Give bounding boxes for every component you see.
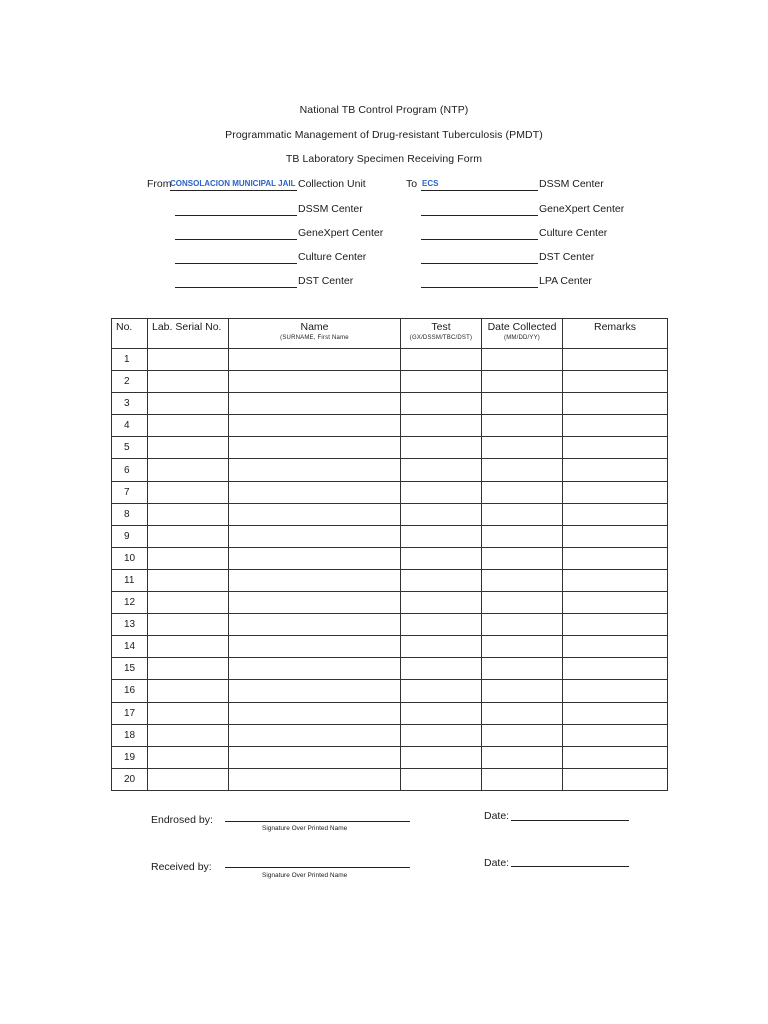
lab-serial-cell[interactable]	[148, 371, 229, 393]
date-collected-cell[interactable]	[482, 592, 563, 614]
lab-serial-cell[interactable]	[148, 592, 229, 614]
col-header-no: No.	[112, 319, 148, 349]
lab-serial-cell[interactable]	[148, 459, 229, 481]
specimen-table	[111, 318, 668, 791]
form-title: TB Laboratory Specimen Receiving Form	[285, 153, 483, 165]
right-underline-5[interactable]	[421, 287, 538, 288]
row-number: 10	[112, 547, 148, 569]
left-underline-5[interactable]	[175, 287, 297, 288]
right-underline-2[interactable]	[421, 215, 538, 216]
row-number: 5	[112, 437, 148, 459]
row-number: 9	[112, 525, 148, 547]
remarks-cell[interactable]	[563, 349, 668, 371]
remarks-cell[interactable]	[563, 724, 668, 746]
test-cell[interactable]	[401, 614, 482, 636]
remarks-cell[interactable]	[563, 658, 668, 680]
lab-serial-cell[interactable]	[148, 393, 229, 415]
remarks-cell[interactable]	[563, 371, 668, 393]
lab-serial-cell[interactable]	[148, 547, 229, 569]
row-number: 4	[112, 415, 148, 437]
lab-serial-cell[interactable]	[148, 569, 229, 591]
col-header-lab-serial: Lab. Serial No.	[148, 319, 229, 349]
remarks-cell[interactable]	[563, 569, 668, 591]
received-signature-line[interactable]	[225, 867, 410, 868]
received-by-label: Received by:	[151, 861, 212, 873]
test-cell[interactable]	[401, 481, 482, 503]
lab-serial-cell[interactable]	[148, 503, 229, 525]
col-header-name-sub: (SURNAME, First Name	[280, 335, 349, 341]
name-cell[interactable]	[229, 349, 401, 371]
lab-serial-cell[interactable]	[148, 658, 229, 680]
table-row	[112, 349, 668, 371]
right-underline-3[interactable]	[421, 239, 538, 240]
date-collected-cell[interactable]	[482, 459, 563, 481]
test-cell[interactable]	[401, 459, 482, 481]
remarks-cell[interactable]	[563, 393, 668, 415]
row-number: 13	[112, 614, 148, 636]
date-collected-cell[interactable]	[482, 525, 563, 547]
test-cell[interactable]	[401, 658, 482, 680]
date-collected-cell[interactable]	[482, 724, 563, 746]
name-cell[interactable]	[229, 547, 401, 569]
program-subtitle: Programmatic Management of Drug-resistant Tuberculosis (PMDT)	[225, 129, 543, 141]
name-cell[interactable]	[229, 415, 401, 437]
col-header-test-sub: (GX/DSSM/TBC/DST)	[409, 335, 473, 341]
table-row	[112, 702, 668, 724]
table-row	[112, 746, 668, 768]
table-row	[112, 768, 668, 790]
row-number: 19	[112, 746, 148, 768]
test-cell[interactable]	[401, 349, 482, 371]
from-label: From	[147, 178, 172, 190]
date-collected-cell[interactable]	[482, 702, 563, 724]
lab-serial-cell[interactable]	[148, 746, 229, 768]
row-number: 3	[112, 393, 148, 415]
lab-serial-cell[interactable]	[148, 680, 229, 702]
to-option-dst: DST Center	[539, 251, 595, 263]
left-underline-2[interactable]	[175, 215, 297, 216]
test-cell[interactable]	[401, 768, 482, 790]
row-number: 11	[112, 569, 148, 591]
name-cell[interactable]	[229, 393, 401, 415]
date-collected-cell[interactable]	[482, 481, 563, 503]
endorsed-signature-caption: Signature Over Printed Name	[262, 825, 348, 832]
table-row	[112, 503, 668, 525]
name-cell[interactable]	[229, 569, 401, 591]
name-cell[interactable]	[229, 658, 401, 680]
name-cell[interactable]	[229, 503, 401, 525]
table-row	[112, 636, 668, 658]
test-cell[interactable]	[401, 636, 482, 658]
date-collected-cell[interactable]	[482, 437, 563, 459]
endorsed-date-label: Date:	[484, 810, 510, 822]
test-cell[interactable]	[401, 680, 482, 702]
date-collected-cell[interactable]	[482, 680, 563, 702]
endorsed-date-line[interactable]	[511, 820, 629, 821]
name-cell[interactable]	[229, 371, 401, 393]
row-number: 17	[112, 702, 148, 724]
remarks-cell[interactable]	[563, 415, 668, 437]
remarks-cell[interactable]	[563, 746, 668, 768]
row-number: 8	[112, 503, 148, 525]
row-number: 12	[112, 592, 148, 614]
date-collected-cell[interactable]	[482, 547, 563, 569]
row-number: 14	[112, 636, 148, 658]
lab-serial-cell[interactable]	[148, 724, 229, 746]
received-date-line[interactable]	[511, 866, 629, 867]
test-cell[interactable]	[401, 547, 482, 569]
right-underline-4[interactable]	[421, 263, 538, 264]
date-collected-cell[interactable]	[482, 503, 563, 525]
received-signature-caption: Signature Over Printed Name	[262, 872, 348, 879]
lab-serial-cell[interactable]	[148, 768, 229, 790]
name-cell[interactable]	[229, 746, 401, 768]
remarks-cell[interactable]	[563, 592, 668, 614]
date-collected-cell[interactable]	[482, 349, 563, 371]
col-header-remarks: Remarks	[563, 319, 668, 349]
name-cell[interactable]	[229, 525, 401, 547]
date-collected-cell[interactable]	[482, 614, 563, 636]
left-underline-4[interactable]	[175, 263, 297, 264]
from-option-culture: Culture Center	[298, 251, 367, 263]
endorsed-by-label: Endrosed by:	[151, 814, 213, 826]
test-cell[interactable]	[401, 371, 482, 393]
name-cell[interactable]	[229, 680, 401, 702]
from-value[interactable]: CONSOLACION MUNICIPAL JAIL	[170, 179, 296, 188]
lab-serial-cell[interactable]	[148, 349, 229, 371]
test-cell[interactable]	[401, 569, 482, 591]
lab-serial-cell[interactable]	[148, 481, 229, 503]
table-row	[112, 481, 668, 503]
received-date-label: Date:	[484, 857, 510, 869]
to-value[interactable]: ECS	[422, 179, 439, 188]
row-number: 15	[112, 658, 148, 680]
date-collected-cell[interactable]	[482, 415, 563, 437]
table-header-row	[112, 319, 668, 349]
col-header-date-sub: (MM/DD/YY)	[504, 335, 540, 341]
table-row	[112, 415, 668, 437]
date-collected-cell[interactable]	[482, 636, 563, 658]
program-title: National TB Control Program (NTP)	[299, 104, 469, 116]
test-cell[interactable]	[401, 746, 482, 768]
lab-serial-cell[interactable]	[148, 437, 229, 459]
from-option-dst: DST Center	[298, 275, 354, 287]
test-cell[interactable]	[401, 592, 482, 614]
remarks-cell[interactable]	[563, 614, 668, 636]
test-cell[interactable]	[401, 525, 482, 547]
from-option-collection-unit: Collection Unit	[298, 178, 366, 190]
remarks-cell[interactable]	[563, 503, 668, 525]
remarks-cell[interactable]	[563, 547, 668, 569]
lab-serial-cell[interactable]	[148, 525, 229, 547]
remarks-cell[interactable]	[563, 525, 668, 547]
table-row	[112, 658, 668, 680]
lab-serial-cell[interactable]	[148, 702, 229, 724]
remarks-cell[interactable]	[563, 768, 668, 790]
name-cell[interactable]	[229, 636, 401, 658]
row-number: 18	[112, 724, 148, 746]
table-row	[112, 592, 668, 614]
test-cell[interactable]	[401, 393, 482, 415]
test-cell[interactable]	[401, 437, 482, 459]
test-cell[interactable]	[401, 702, 482, 724]
to-underline	[421, 190, 538, 191]
date-collected-cell[interactable]	[482, 768, 563, 790]
col-header-name: Name (SURNAME, First Name	[229, 319, 401, 349]
to-option-lpa: LPA Center	[539, 275, 592, 287]
row-number: 1	[112, 349, 148, 371]
from-underline	[170, 190, 297, 191]
lab-serial-cell[interactable]	[148, 415, 229, 437]
table-row	[112, 459, 668, 481]
date-collected-cell[interactable]	[482, 569, 563, 591]
date-collected-cell[interactable]	[482, 746, 563, 768]
from-option-dssm: DSSM Center	[298, 203, 363, 215]
name-cell[interactable]	[229, 702, 401, 724]
col-header-test: Test (GX/DSSM/TBC/DST)	[401, 319, 482, 349]
table-row	[112, 525, 668, 547]
remarks-cell[interactable]	[563, 459, 668, 481]
name-cell[interactable]	[229, 437, 401, 459]
to-option-dssm: DSSM Center	[539, 178, 604, 190]
date-collected-cell[interactable]	[482, 658, 563, 680]
test-cell[interactable]	[401, 724, 482, 746]
name-cell[interactable]	[229, 724, 401, 746]
remarks-cell[interactable]	[563, 636, 668, 658]
table-row	[112, 724, 668, 746]
lab-serial-cell[interactable]	[148, 636, 229, 658]
row-number: 7	[112, 481, 148, 503]
table-row	[112, 371, 668, 393]
remarks-cell[interactable]	[563, 437, 668, 459]
date-collected-cell[interactable]	[482, 371, 563, 393]
row-number: 2	[112, 371, 148, 393]
to-option-culture: Culture Center	[539, 227, 608, 239]
table-row	[112, 614, 668, 636]
name-cell[interactable]	[229, 592, 401, 614]
table-row	[112, 437, 668, 459]
row-number: 6	[112, 459, 148, 481]
remarks-cell[interactable]	[563, 702, 668, 724]
remarks-cell[interactable]	[563, 481, 668, 503]
date-collected-cell[interactable]	[482, 393, 563, 415]
name-cell[interactable]	[229, 614, 401, 636]
row-number: 16	[112, 680, 148, 702]
name-cell[interactable]	[229, 481, 401, 503]
table-row	[112, 680, 668, 702]
remarks-cell[interactable]	[563, 680, 668, 702]
left-underline-3[interactable]	[175, 239, 297, 240]
test-cell[interactable]	[401, 415, 482, 437]
table-row	[112, 569, 668, 591]
test-cell[interactable]	[401, 503, 482, 525]
table-row	[112, 393, 668, 415]
row-number: 20	[112, 768, 148, 790]
lab-serial-cell[interactable]	[148, 614, 229, 636]
from-option-genexpert: GeneXpert Center	[298, 227, 384, 239]
to-label: To	[406, 178, 418, 190]
name-cell[interactable]	[229, 459, 401, 481]
col-header-date-collected: Date Collected (MM/DD/YY)	[482, 319, 563, 349]
table-row	[112, 547, 668, 569]
to-option-genexpert: GeneXpert Center	[539, 203, 625, 215]
endorsed-signature-line[interactable]	[225, 821, 410, 822]
name-cell[interactable]	[229, 768, 401, 790]
